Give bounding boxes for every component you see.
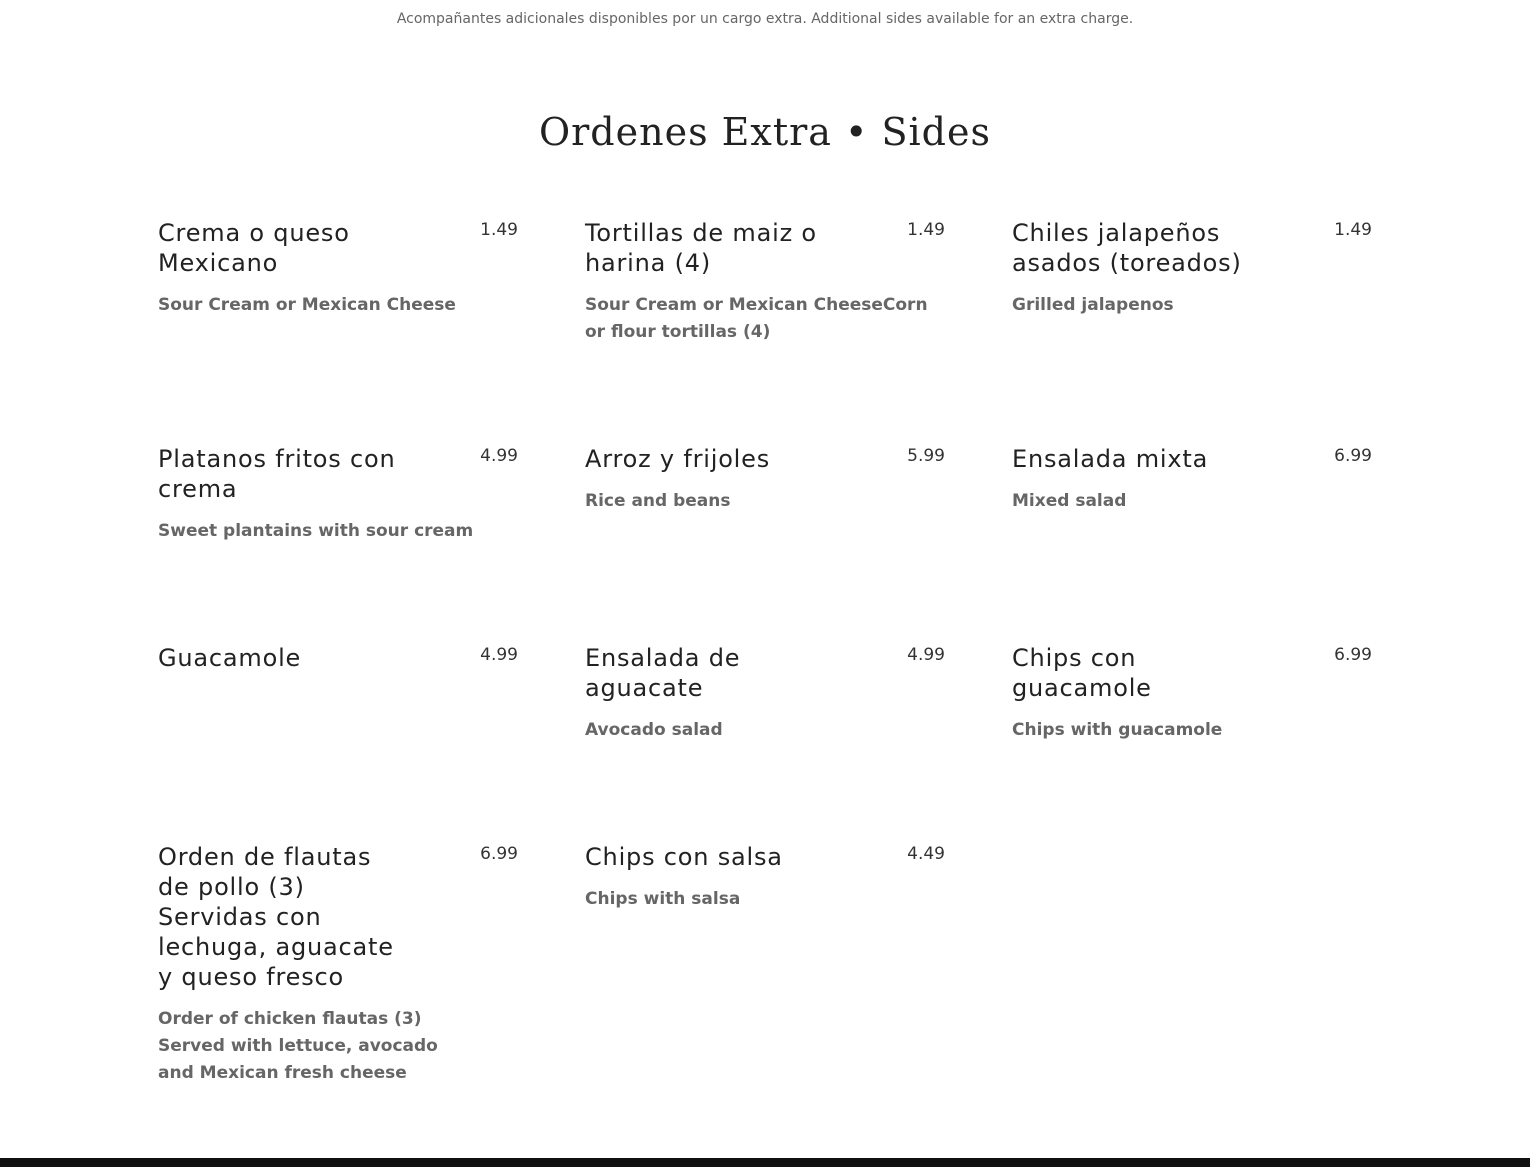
menu-item-price: 1.49	[1334, 220, 1372, 240]
menu-item-description: Grilled jalapenos	[1012, 295, 1174, 315]
menu-item-price: 6.99	[1334, 446, 1372, 466]
menu-item-header	[585, 444, 945, 474]
menu-item-price: 6.99	[1334, 645, 1372, 665]
menu-item-header	[585, 643, 945, 703]
menu-item-description: Mixed salad	[1012, 491, 1127, 511]
menu-item-name: Guacamole	[158, 644, 302, 672]
menu-item	[158, 444, 518, 545]
menu-item-price: 1.49	[907, 220, 945, 240]
menu-item	[585, 444, 945, 515]
menu-item-name: Platanos fritos con crema	[158, 445, 396, 503]
menu-item	[585, 842, 945, 913]
menu-item-description: Sour Cream or Mexican Cheese	[158, 295, 456, 315]
menu-item-name: Orden de flautas de pollo (3) Servidas con lechuga, aguacate y queso fresco	[158, 843, 394, 991]
menu-item-description: Sweet plantains with sour cream	[158, 521, 474, 541]
menu-item-description: Rice and beans	[585, 491, 731, 511]
menu-item-header	[158, 218, 518, 278]
menu-item-header	[1012, 643, 1372, 703]
menu-item	[158, 643, 518, 673]
menu-item	[585, 643, 945, 744]
menu-item	[1012, 444, 1372, 515]
menu-item-name: Ensalada de aguacate	[585, 644, 741, 702]
menu-item	[1012, 643, 1372, 744]
menu-item	[585, 218, 945, 346]
menu-item-price: 4.99	[907, 645, 945, 665]
extra-charge-note: Acompañantes adicionales disponibles por un cargo extra. Additional sides available for an extra charge.	[396, 11, 1134, 27]
menu-item-price: 4.49	[907, 844, 945, 864]
menu-item-description: Avocado salad	[585, 720, 723, 740]
menu-item-name: Ensalada mixta	[1012, 445, 1209, 473]
menu-item-header	[158, 643, 518, 673]
menu-item-header	[1012, 444, 1372, 474]
menu-item-header	[585, 218, 945, 278]
menu-item-description: Chips with guacamole	[1012, 720, 1223, 740]
menu-item	[158, 842, 518, 1087]
menu-item-price: 5.99	[907, 446, 945, 466]
menu-item-name: Tortillas de maiz o harina (4)	[585, 219, 817, 277]
menu-item-description: Chips with salsa	[585, 889, 741, 909]
menu-item-description: Order of chicken flautas (3) Served with lettuce, avocado and Mexican fresh cheese	[158, 1009, 438, 1083]
footer-bar	[0, 1158, 1530, 1167]
menu-item-name: Chiles jalapeños asados (toreados)	[1012, 219, 1242, 277]
menu-item-header	[585, 842, 945, 872]
menu-item-name: Arroz y frijoles	[585, 445, 771, 473]
menu-item-price: 6.99	[480, 844, 518, 864]
menu-item	[158, 218, 518, 319]
menu-item-name: Chips con guacamole	[1012, 644, 1152, 702]
menu-item-price: 4.99	[480, 645, 518, 665]
section-title: Ordenes Extra • Sides	[538, 110, 991, 154]
menu-item-price: 4.99	[480, 446, 518, 466]
menu-item-header	[158, 842, 518, 992]
menu-item-description: Sour Cream or Mexican CheeseCorn or flour tortillas (4)	[585, 295, 928, 342]
menu-item-name: Chips con salsa	[585, 843, 783, 871]
menu-item-name: Crema o queso Mexicano	[158, 219, 350, 277]
menu-item	[1012, 218, 1372, 319]
menu-item-header	[1012, 218, 1372, 278]
menu-item-header	[158, 444, 518, 504]
menu-item-price: 1.49	[480, 220, 518, 240]
